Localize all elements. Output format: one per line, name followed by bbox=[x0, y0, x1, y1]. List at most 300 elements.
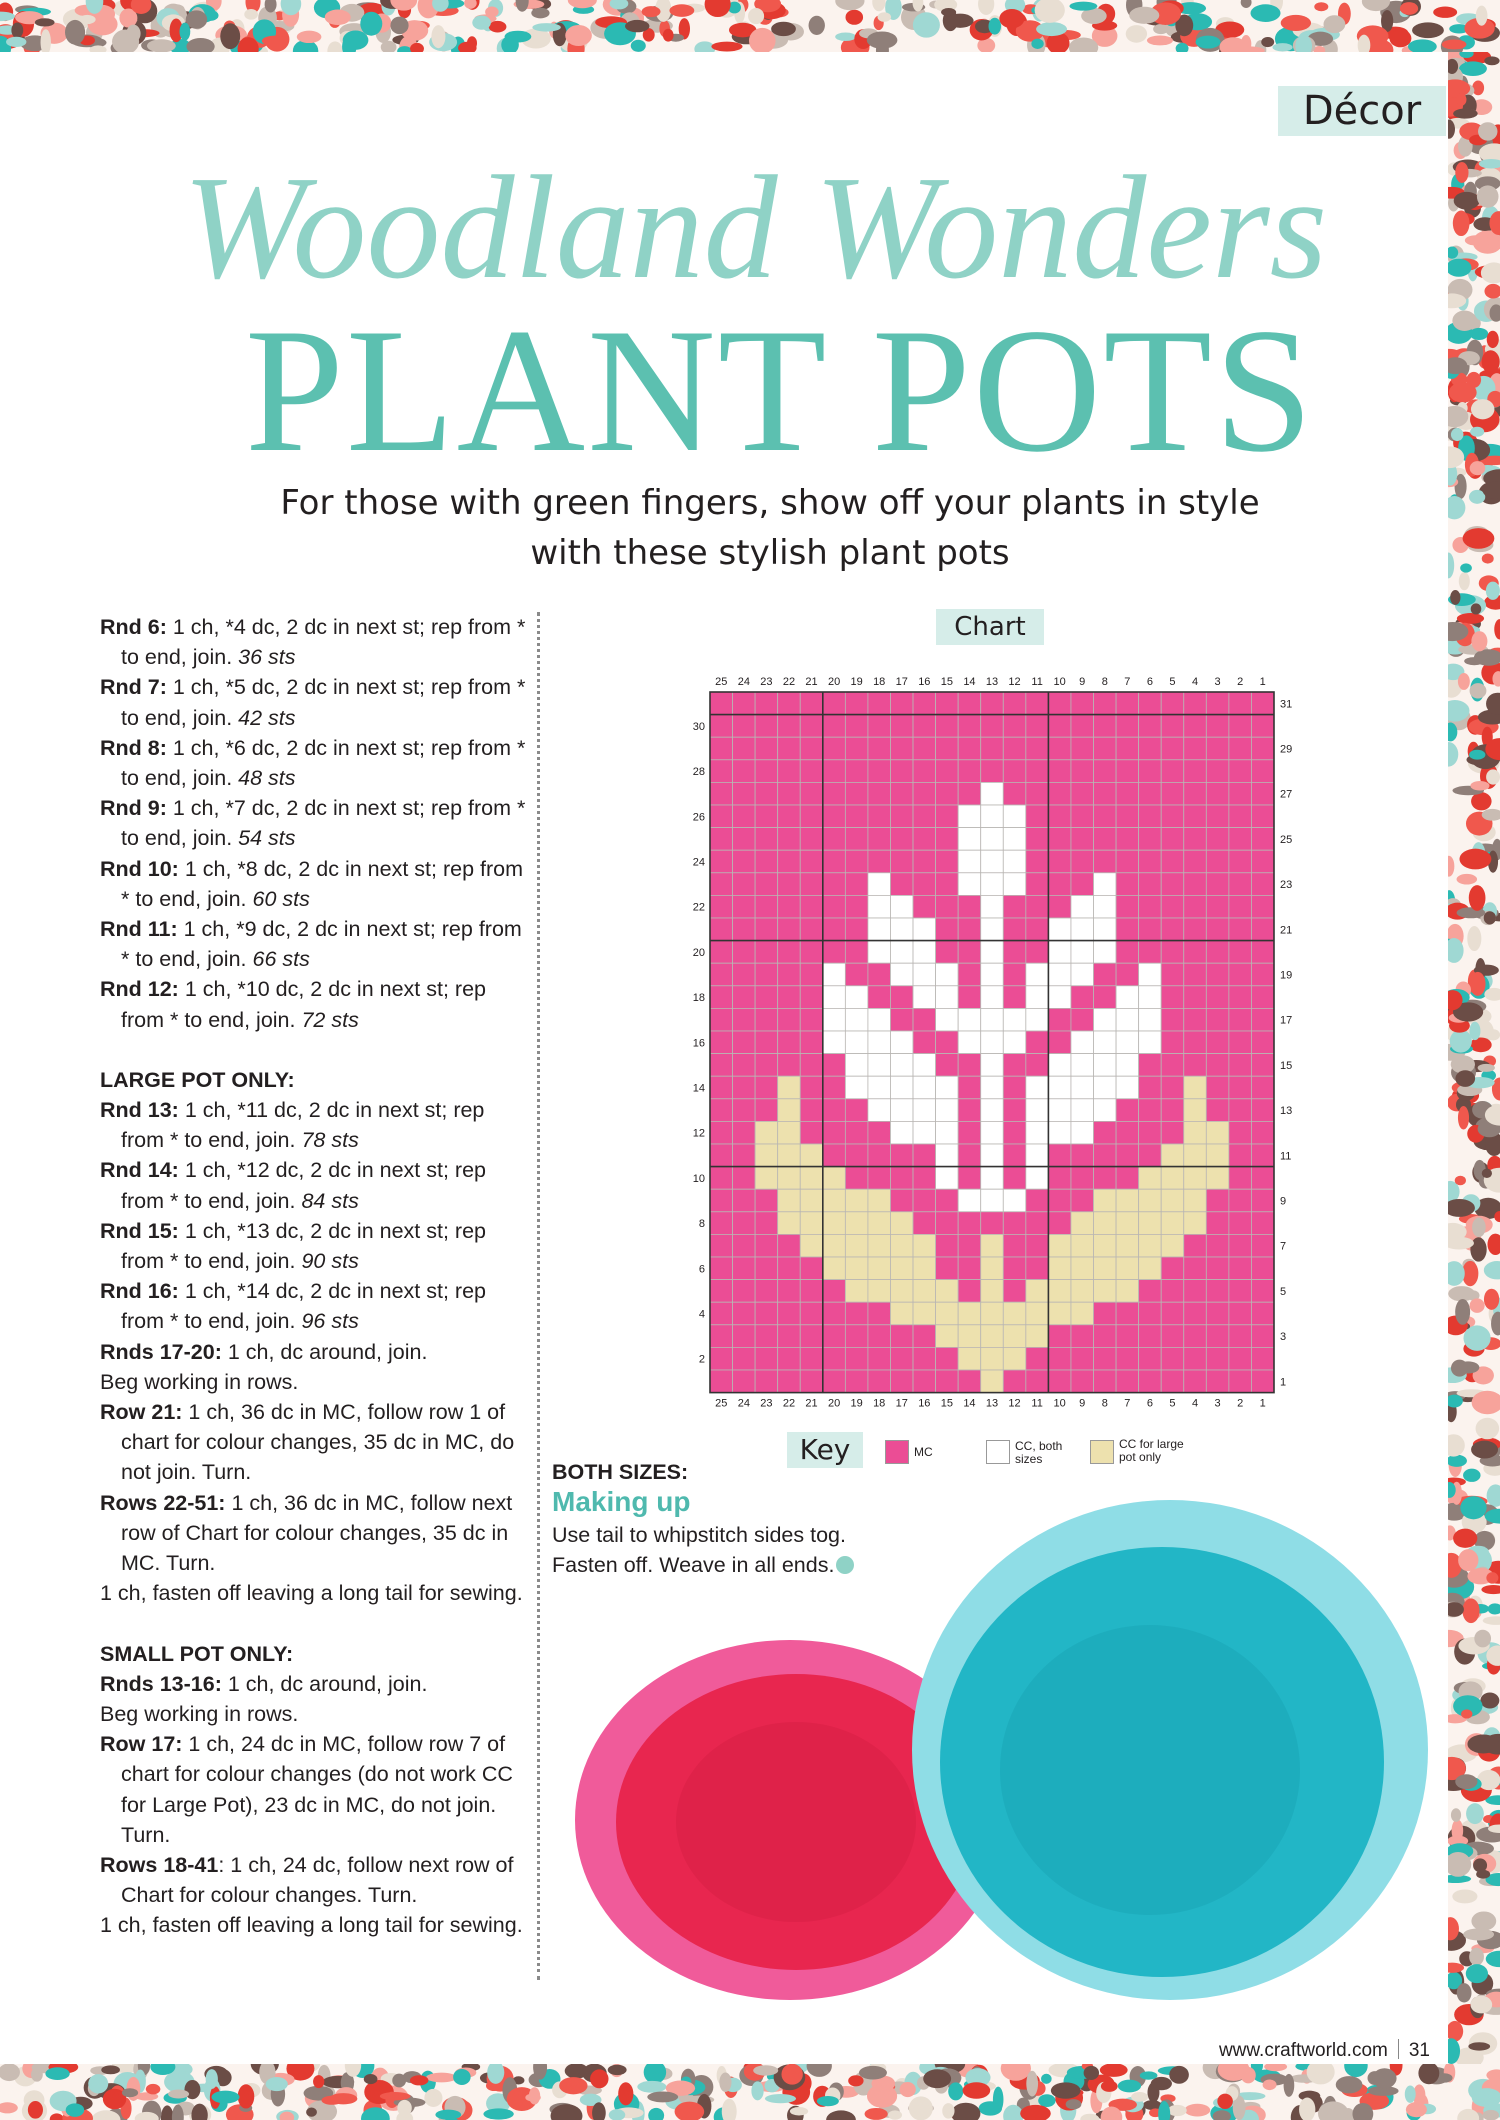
chart-cell bbox=[1184, 1099, 1207, 1122]
chart-cell bbox=[823, 692, 846, 715]
chart-cell bbox=[823, 1189, 846, 1212]
chart-cell bbox=[778, 1121, 801, 1144]
chart-cell bbox=[1161, 1189, 1184, 1212]
chart-cell bbox=[936, 850, 959, 873]
chart-cell bbox=[1139, 941, 1162, 964]
chart-cell bbox=[1071, 1325, 1094, 1348]
chart-cell bbox=[958, 918, 981, 941]
chart-cell bbox=[800, 737, 823, 760]
pebble bbox=[220, 23, 240, 49]
large-pot-heading: LARGE POT ONLY: bbox=[100, 1067, 295, 1092]
chart-cell bbox=[778, 1008, 801, 1031]
chart-cell bbox=[755, 737, 778, 760]
chart-cell bbox=[1071, 1121, 1094, 1144]
chart-cell bbox=[868, 1167, 891, 1190]
chart-cell bbox=[1003, 1167, 1026, 1190]
pebble bbox=[238, 2084, 255, 2108]
chart-cell bbox=[823, 873, 846, 896]
chart-cell bbox=[1161, 1031, 1184, 1054]
chart-cell bbox=[845, 805, 868, 828]
chart-cell bbox=[981, 1121, 1004, 1144]
chart-cell bbox=[1161, 1054, 1184, 1077]
pebble bbox=[1448, 742, 1458, 767]
pebble bbox=[1452, 310, 1476, 330]
chart-cell bbox=[1206, 850, 1229, 873]
chart-cell bbox=[1003, 805, 1026, 828]
small-pot-heading: SMALL POT ONLY: bbox=[100, 1641, 294, 1666]
chart-cell bbox=[890, 1325, 913, 1348]
chart-row-label: 31 bbox=[1280, 698, 1293, 711]
chart-cell bbox=[1116, 805, 1139, 828]
pebble bbox=[531, 8, 549, 19]
chart-cell bbox=[868, 1054, 891, 1077]
chart-cell bbox=[823, 1121, 846, 1144]
chart-cell bbox=[1139, 1212, 1162, 1235]
chart-cell bbox=[890, 1008, 913, 1031]
chart-cell bbox=[936, 986, 959, 1009]
pebble bbox=[1324, 15, 1346, 33]
pebble bbox=[1449, 382, 1477, 402]
chart-cell bbox=[958, 1325, 981, 1348]
chart-column-label: 25 bbox=[715, 1397, 728, 1410]
chart-cell bbox=[1139, 805, 1162, 828]
page-title: PLANT POTS bbox=[244, 291, 1316, 489]
chart-cell bbox=[1094, 1121, 1117, 1144]
chart-cell bbox=[913, 1054, 936, 1077]
chart-cell bbox=[778, 895, 801, 918]
chart-cell bbox=[710, 1325, 733, 1348]
pebble bbox=[435, 2110, 461, 2120]
chart-cell bbox=[755, 1257, 778, 1280]
chart-cell bbox=[845, 895, 868, 918]
instruction-row-stitch-count: 48 sts bbox=[238, 766, 296, 791]
pebble bbox=[122, 2088, 138, 2097]
chart-column-label: 11 bbox=[1031, 676, 1043, 688]
chart-cell bbox=[1229, 782, 1252, 805]
pebble bbox=[28, 2101, 43, 2119]
chart-cell bbox=[958, 1167, 981, 1190]
chart-cell bbox=[1229, 737, 1252, 760]
instruction-row-stitch-count: 60 sts bbox=[252, 886, 310, 911]
chart-column-label: 15 bbox=[940, 1397, 954, 1410]
chart-cell bbox=[710, 850, 733, 873]
large-pot-instruction-row-label: Row 21: bbox=[100, 1400, 183, 1425]
chart-cell bbox=[936, 1189, 959, 1212]
chart-cell bbox=[800, 1302, 823, 1325]
pebble bbox=[1459, 572, 1470, 590]
pebble bbox=[1484, 56, 1499, 65]
chart-column-label: 18 bbox=[873, 1397, 886, 1410]
large-pot-instruction-row bbox=[100, 1337, 530, 1367]
chart-cell bbox=[958, 1370, 981, 1393]
chart-cell bbox=[1139, 1054, 1162, 1077]
chart-cell bbox=[1048, 1280, 1071, 1303]
chart-cell bbox=[890, 941, 913, 964]
chart-cell bbox=[1161, 1302, 1184, 1325]
chart-cell bbox=[1229, 1212, 1252, 1235]
pebble bbox=[807, 2064, 832, 2077]
pebble bbox=[669, 4, 694, 17]
chart-cell bbox=[800, 850, 823, 873]
pebble bbox=[168, 2090, 189, 2099]
chart-cell bbox=[733, 1347, 756, 1370]
chart-cell bbox=[936, 828, 959, 851]
chart-cell bbox=[958, 1347, 981, 1370]
chart-row-label: 30 bbox=[692, 720, 705, 733]
chart-cell bbox=[845, 1370, 868, 1393]
chart-cell bbox=[1071, 1234, 1094, 1257]
chart-cell bbox=[1026, 941, 1049, 964]
chart-cell bbox=[823, 1280, 846, 1303]
chart-cell bbox=[1048, 1370, 1071, 1393]
pebble bbox=[1457, 1983, 1472, 2002]
pebble bbox=[1448, 553, 1454, 579]
chart-cell bbox=[1003, 1370, 1026, 1393]
chart-column-label: 3 bbox=[1214, 676, 1221, 688]
pebble bbox=[1470, 1037, 1492, 1052]
pebble bbox=[1453, 211, 1470, 237]
large-pot-instruction-row bbox=[100, 1367, 530, 1397]
chart-cell bbox=[890, 895, 913, 918]
chart-cell bbox=[778, 1099, 801, 1122]
pebble-pattern bbox=[0, 0, 1500, 52]
making-up-line-1: Use tail to whipstitch sides tog. bbox=[552, 1523, 846, 1547]
colourwork-chart bbox=[680, 670, 1320, 1420]
chart-cell bbox=[1048, 1325, 1071, 1348]
chart-cell bbox=[1003, 1031, 1026, 1054]
chart-cell bbox=[823, 1325, 846, 1348]
chart-cell bbox=[1048, 1189, 1071, 1212]
chart-cell bbox=[1116, 850, 1139, 873]
chart-cell bbox=[958, 895, 981, 918]
chart-cell bbox=[1048, 1234, 1071, 1257]
chart-cell bbox=[1184, 1076, 1207, 1099]
chart-cell bbox=[1206, 895, 1229, 918]
large-pot-instruction-row-text: 1 ch, *11 dc, 2 dc in next st; rep from * to end, join. bbox=[121, 1098, 485, 1153]
pebble bbox=[647, 2092, 678, 2103]
chart-cell bbox=[800, 692, 823, 715]
chart-cell bbox=[936, 760, 959, 783]
pebble bbox=[1433, 7, 1457, 18]
decorative-border-top bbox=[0, 0, 1500, 52]
chart-cell bbox=[733, 760, 756, 783]
pebble bbox=[1483, 1616, 1500, 1625]
pebble bbox=[431, 25, 445, 48]
pebble bbox=[1281, 15, 1311, 31]
pebble bbox=[392, 2074, 406, 2088]
key-swatch-cc-large bbox=[1090, 1440, 1114, 1464]
chart-cell bbox=[1184, 1212, 1207, 1235]
chart-cell bbox=[1139, 1031, 1162, 1054]
chart-row-label: 19 bbox=[1280, 969, 1293, 982]
chart-cell bbox=[710, 782, 733, 805]
chart-cell bbox=[1184, 1054, 1207, 1077]
chart-cell bbox=[958, 1302, 981, 1325]
chart-cell bbox=[1206, 1280, 1229, 1303]
chart-cell bbox=[1071, 782, 1094, 805]
chart-cell bbox=[936, 1099, 959, 1122]
chart-cell bbox=[800, 1347, 823, 1370]
chart-cell bbox=[823, 850, 846, 873]
chart-cell bbox=[800, 1370, 823, 1393]
pebble bbox=[410, 2075, 428, 2085]
pebble bbox=[1466, 1803, 1484, 1824]
chart-cell bbox=[778, 828, 801, 851]
pebble bbox=[1066, 2099, 1082, 2109]
chart-column-label: 1 bbox=[1259, 676, 1266, 688]
instruction-row-text: 1 ch, *4 dc, 2 dc in next st; rep from * to end, join. bbox=[121, 615, 526, 670]
small-pot-instruction-row bbox=[100, 1699, 530, 1729]
small-pot-instruction-row bbox=[100, 1669, 530, 1699]
chart-cell bbox=[800, 1031, 823, 1054]
pebble bbox=[1118, 2080, 1141, 2093]
chart-cell bbox=[936, 715, 959, 738]
pebble bbox=[1051, 2082, 1081, 2098]
pebble bbox=[1472, 81, 1484, 96]
chart-cell bbox=[845, 1031, 868, 1054]
chart-column-label: 11 bbox=[1031, 1397, 1043, 1410]
chart-cell bbox=[823, 895, 846, 918]
chart-cell bbox=[778, 737, 801, 760]
pebble bbox=[1476, 1418, 1500, 1440]
chart-cell bbox=[1116, 1144, 1139, 1167]
page-footer bbox=[1120, 2038, 1430, 2064]
chart-cell bbox=[936, 1167, 959, 1190]
instruction-row-stitch-count: 66 sts bbox=[252, 947, 310, 972]
chart-cell bbox=[1048, 918, 1071, 941]
chart-cell bbox=[868, 963, 891, 986]
chart-cell bbox=[1026, 1076, 1049, 1099]
pebble bbox=[1476, 6, 1488, 26]
chart-cell bbox=[1003, 895, 1026, 918]
chart-cell bbox=[800, 1054, 823, 1077]
chart-column-label: 19 bbox=[850, 676, 863, 688]
pebble bbox=[947, 14, 974, 28]
chart-cell bbox=[823, 986, 846, 1009]
chart-cell bbox=[981, 1302, 1004, 1325]
chart-cell bbox=[913, 715, 936, 738]
chart-cell bbox=[1094, 715, 1117, 738]
instruction-row-text: 1 ch, *6 dc, 2 dc in next st; rep from * to end, join. bbox=[121, 735, 526, 791]
chart-cell bbox=[958, 1212, 981, 1235]
chart-cell bbox=[958, 1280, 981, 1303]
chart-cell bbox=[845, 1325, 868, 1348]
pebble bbox=[297, 31, 322, 43]
chart-cell bbox=[710, 1144, 733, 1167]
chart-cell bbox=[1116, 692, 1139, 715]
chart-cell bbox=[1206, 986, 1229, 1009]
chart-column-label: 20 bbox=[827, 1397, 841, 1410]
chart-cell bbox=[1048, 1076, 1071, 1099]
chart-cell bbox=[1116, 1370, 1139, 1393]
chart-cell bbox=[1161, 941, 1184, 964]
chart-cell bbox=[823, 715, 846, 738]
chart-cell bbox=[913, 941, 936, 964]
instruction-row-stitch-count: 36 sts bbox=[238, 645, 296, 670]
pebble bbox=[1373, 2068, 1397, 2088]
chart-cell bbox=[1026, 692, 1049, 715]
chart-cell bbox=[890, 1370, 913, 1393]
subtitle bbox=[200, 478, 1340, 578]
chart-cell bbox=[913, 1099, 936, 1122]
chart-cell bbox=[958, 828, 981, 851]
chart-cell bbox=[733, 715, 756, 738]
chart-cell bbox=[800, 828, 823, 851]
chart-column-label: 2 bbox=[1237, 676, 1244, 688]
chart-row-label: 29 bbox=[1280, 743, 1293, 756]
chart-cell bbox=[1251, 1167, 1274, 1190]
chart-cell bbox=[1071, 873, 1094, 896]
instruction-row bbox=[100, 733, 530, 793]
pebble bbox=[1406, 2102, 1427, 2117]
pebble bbox=[485, 7, 499, 18]
chart-cell bbox=[913, 918, 936, 941]
pebble bbox=[753, 2065, 778, 2075]
pebble bbox=[888, 2110, 902, 2119]
pebble bbox=[206, 2069, 218, 2089]
chart-cell bbox=[1071, 1008, 1094, 1031]
chart-cell bbox=[823, 1257, 846, 1280]
both-sizes-heading: BOTH SIZES: bbox=[552, 1460, 689, 1484]
chart-cell bbox=[1184, 850, 1207, 873]
chart-cell bbox=[845, 941, 868, 964]
chart-cell bbox=[913, 873, 936, 896]
pebble bbox=[948, 2082, 963, 2100]
chart-cell bbox=[981, 850, 1004, 873]
chart-column-label: 12 bbox=[1008, 676, 1021, 688]
chart-cell bbox=[1184, 918, 1207, 941]
chart-cell bbox=[755, 1370, 778, 1393]
chart-cell bbox=[800, 715, 823, 738]
chart-cell bbox=[1161, 986, 1184, 1009]
pebble bbox=[1458, 1106, 1469, 1129]
chart-cell bbox=[778, 963, 801, 986]
chart-cell bbox=[1161, 963, 1184, 986]
chart-cell bbox=[733, 1325, 756, 1348]
chart-cell bbox=[1026, 1189, 1049, 1212]
chart-cell bbox=[1161, 1099, 1184, 1122]
chart-cell bbox=[868, 895, 891, 918]
chart-cell bbox=[845, 1302, 868, 1325]
chart-cell bbox=[1094, 1347, 1117, 1370]
chart-cell bbox=[981, 941, 1004, 964]
chart-cell bbox=[1071, 1167, 1094, 1190]
pebble bbox=[1469, 750, 1485, 760]
pebble bbox=[0, 2102, 18, 2113]
making-up-line-2 bbox=[552, 1550, 912, 1580]
subtitle-line-1: For those with green fingers, show off your plants in style bbox=[280, 483, 1260, 523]
chart-column-label: 13 bbox=[985, 1397, 999, 1410]
chart-cell bbox=[1026, 715, 1049, 738]
chart-cell bbox=[1094, 692, 1117, 715]
chart-cell bbox=[958, 850, 981, 873]
chart-cell bbox=[1161, 1008, 1184, 1031]
chart-cell bbox=[845, 1144, 868, 1167]
chart-cell bbox=[1094, 1212, 1117, 1235]
chart-cell bbox=[958, 715, 981, 738]
pebble bbox=[1470, 461, 1486, 475]
chart-cell bbox=[936, 805, 959, 828]
chart-cell bbox=[1229, 850, 1252, 873]
chart-cell bbox=[1161, 1234, 1184, 1257]
chart-cell bbox=[958, 782, 981, 805]
key-swatch-cc-both bbox=[986, 1440, 1010, 1464]
chart-cell bbox=[823, 737, 846, 760]
chart-cell bbox=[1048, 1144, 1071, 1167]
chart-cell bbox=[1229, 1257, 1252, 1280]
chart-cell bbox=[1229, 1280, 1252, 1303]
pebble bbox=[426, 2073, 457, 2083]
pebble bbox=[489, 21, 507, 33]
chart-cell bbox=[823, 1212, 846, 1235]
pebble bbox=[1470, 683, 1487, 698]
chart-cell bbox=[868, 1144, 891, 1167]
chart-cell bbox=[1048, 1099, 1071, 1122]
chart-cell bbox=[936, 941, 959, 964]
pebble bbox=[424, 2089, 442, 2107]
chart-cell bbox=[1094, 1325, 1117, 1348]
chart-cell bbox=[1251, 1302, 1274, 1325]
chart-cell bbox=[1139, 737, 1162, 760]
chart-cell bbox=[1184, 1144, 1207, 1167]
pebble bbox=[568, 0, 597, 8]
chart-cell bbox=[1003, 1008, 1026, 1031]
chart-cell bbox=[1206, 1325, 1229, 1348]
chart-cell bbox=[981, 1347, 1004, 1370]
chart-cell bbox=[936, 782, 959, 805]
chart-cell bbox=[1071, 1031, 1094, 1054]
large-pot-instruction-row bbox=[100, 1578, 530, 1608]
chart-cell bbox=[936, 1347, 959, 1370]
pebble bbox=[1457, 613, 1484, 624]
chart-cell bbox=[868, 760, 891, 783]
chart-cell bbox=[913, 1144, 936, 1167]
chart-cell bbox=[1003, 737, 1026, 760]
chart-cell bbox=[1206, 1234, 1229, 1257]
chart-cell bbox=[755, 828, 778, 851]
chart-cell bbox=[1161, 1121, 1184, 1144]
chart-cell bbox=[800, 1325, 823, 1348]
chart-cell bbox=[1229, 692, 1252, 715]
chart-row-label: 18 bbox=[692, 992, 705, 1005]
chart-cell bbox=[1026, 1144, 1049, 1167]
chart-cell bbox=[890, 1212, 913, 1235]
chart-cell bbox=[913, 737, 936, 760]
chart-cell bbox=[845, 1099, 868, 1122]
pebble bbox=[1472, 1218, 1486, 1238]
pebble bbox=[1131, 2092, 1148, 2102]
chart-cell bbox=[890, 850, 913, 873]
chart-cell bbox=[1094, 828, 1117, 851]
column-divider bbox=[537, 612, 540, 1980]
chart-cell bbox=[890, 1031, 913, 1054]
chart-cell bbox=[1229, 1099, 1252, 1122]
chart-cell bbox=[710, 715, 733, 738]
chart-row-label: 12 bbox=[692, 1127, 705, 1140]
chart-cell bbox=[936, 737, 959, 760]
pebble bbox=[559, 2077, 587, 2094]
chart-column-label: 3 bbox=[1214, 1397, 1221, 1410]
chart-cell bbox=[778, 1212, 801, 1235]
chart-cell bbox=[913, 1302, 936, 1325]
chart-cell bbox=[936, 873, 959, 896]
chart-cell bbox=[710, 1347, 733, 1370]
instructions-main bbox=[100, 612, 530, 1035]
pebble bbox=[1459, 849, 1491, 870]
chart-cell bbox=[868, 941, 891, 964]
chart-cell bbox=[981, 692, 1004, 715]
chart-cell bbox=[778, 1370, 801, 1393]
